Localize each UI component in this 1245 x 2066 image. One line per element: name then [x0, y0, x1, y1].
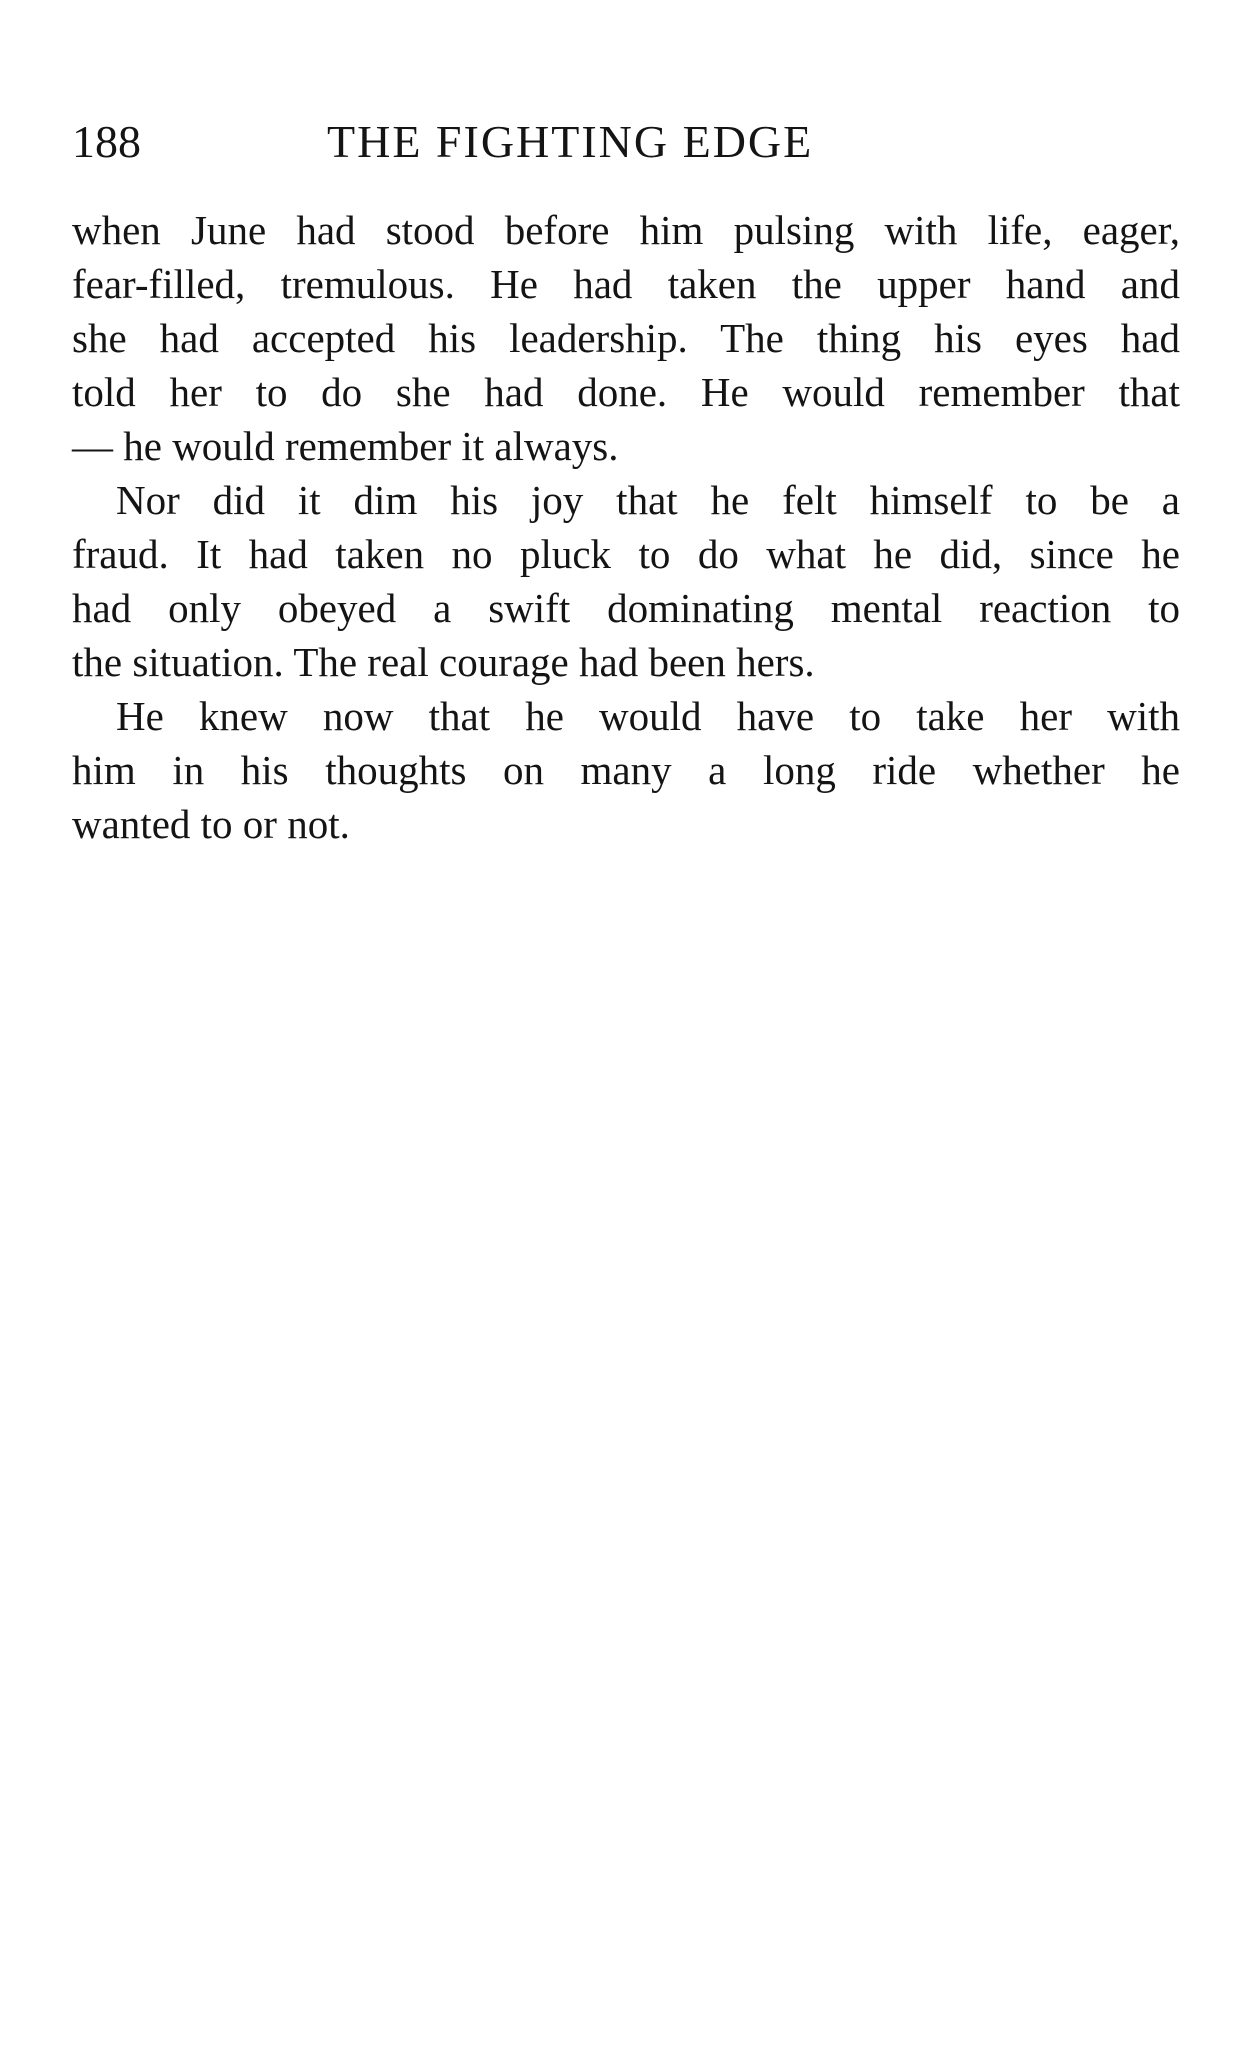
text-line: — he would remember it always. [72, 423, 619, 469]
text-line: when June had stood before him pulsing with life, eager, [72, 207, 1180, 253]
text-line: had only obeyed a swift dominating mental reaction to [72, 585, 1180, 631]
page-number: 188 [72, 116, 141, 167]
text-line: told her to do she had done. He would remember that [72, 369, 1180, 415]
body-text [72, 203, 1180, 851]
paragraph-1 [72, 203, 1180, 473]
paragraph-2 [72, 473, 1180, 689]
text-line: fear-filled, tremulous. He had taken the upper hand and [72, 261, 1180, 307]
text-line: fraud. It had taken no pluck to do what he did, since he [72, 531, 1180, 577]
text-line: He knew now that he would have to take her with [116, 693, 1180, 739]
text-line: the situation. The real courage had been hers. [72, 639, 815, 685]
page-header [72, 112, 1182, 172]
text-line: him in his thoughts on many a long ride whether he [72, 747, 1180, 793]
paragraph-3 [72, 689, 1180, 851]
text-line: Nor did it dim his joy that he felt himself to be a [116, 477, 1180, 523]
text-line: she had accepted his leadership. The thing his eyes had [72, 315, 1180, 361]
text-line: wanted to or not. [72, 801, 350, 847]
running-title: THE FIGHTING EDGE [327, 116, 814, 167]
